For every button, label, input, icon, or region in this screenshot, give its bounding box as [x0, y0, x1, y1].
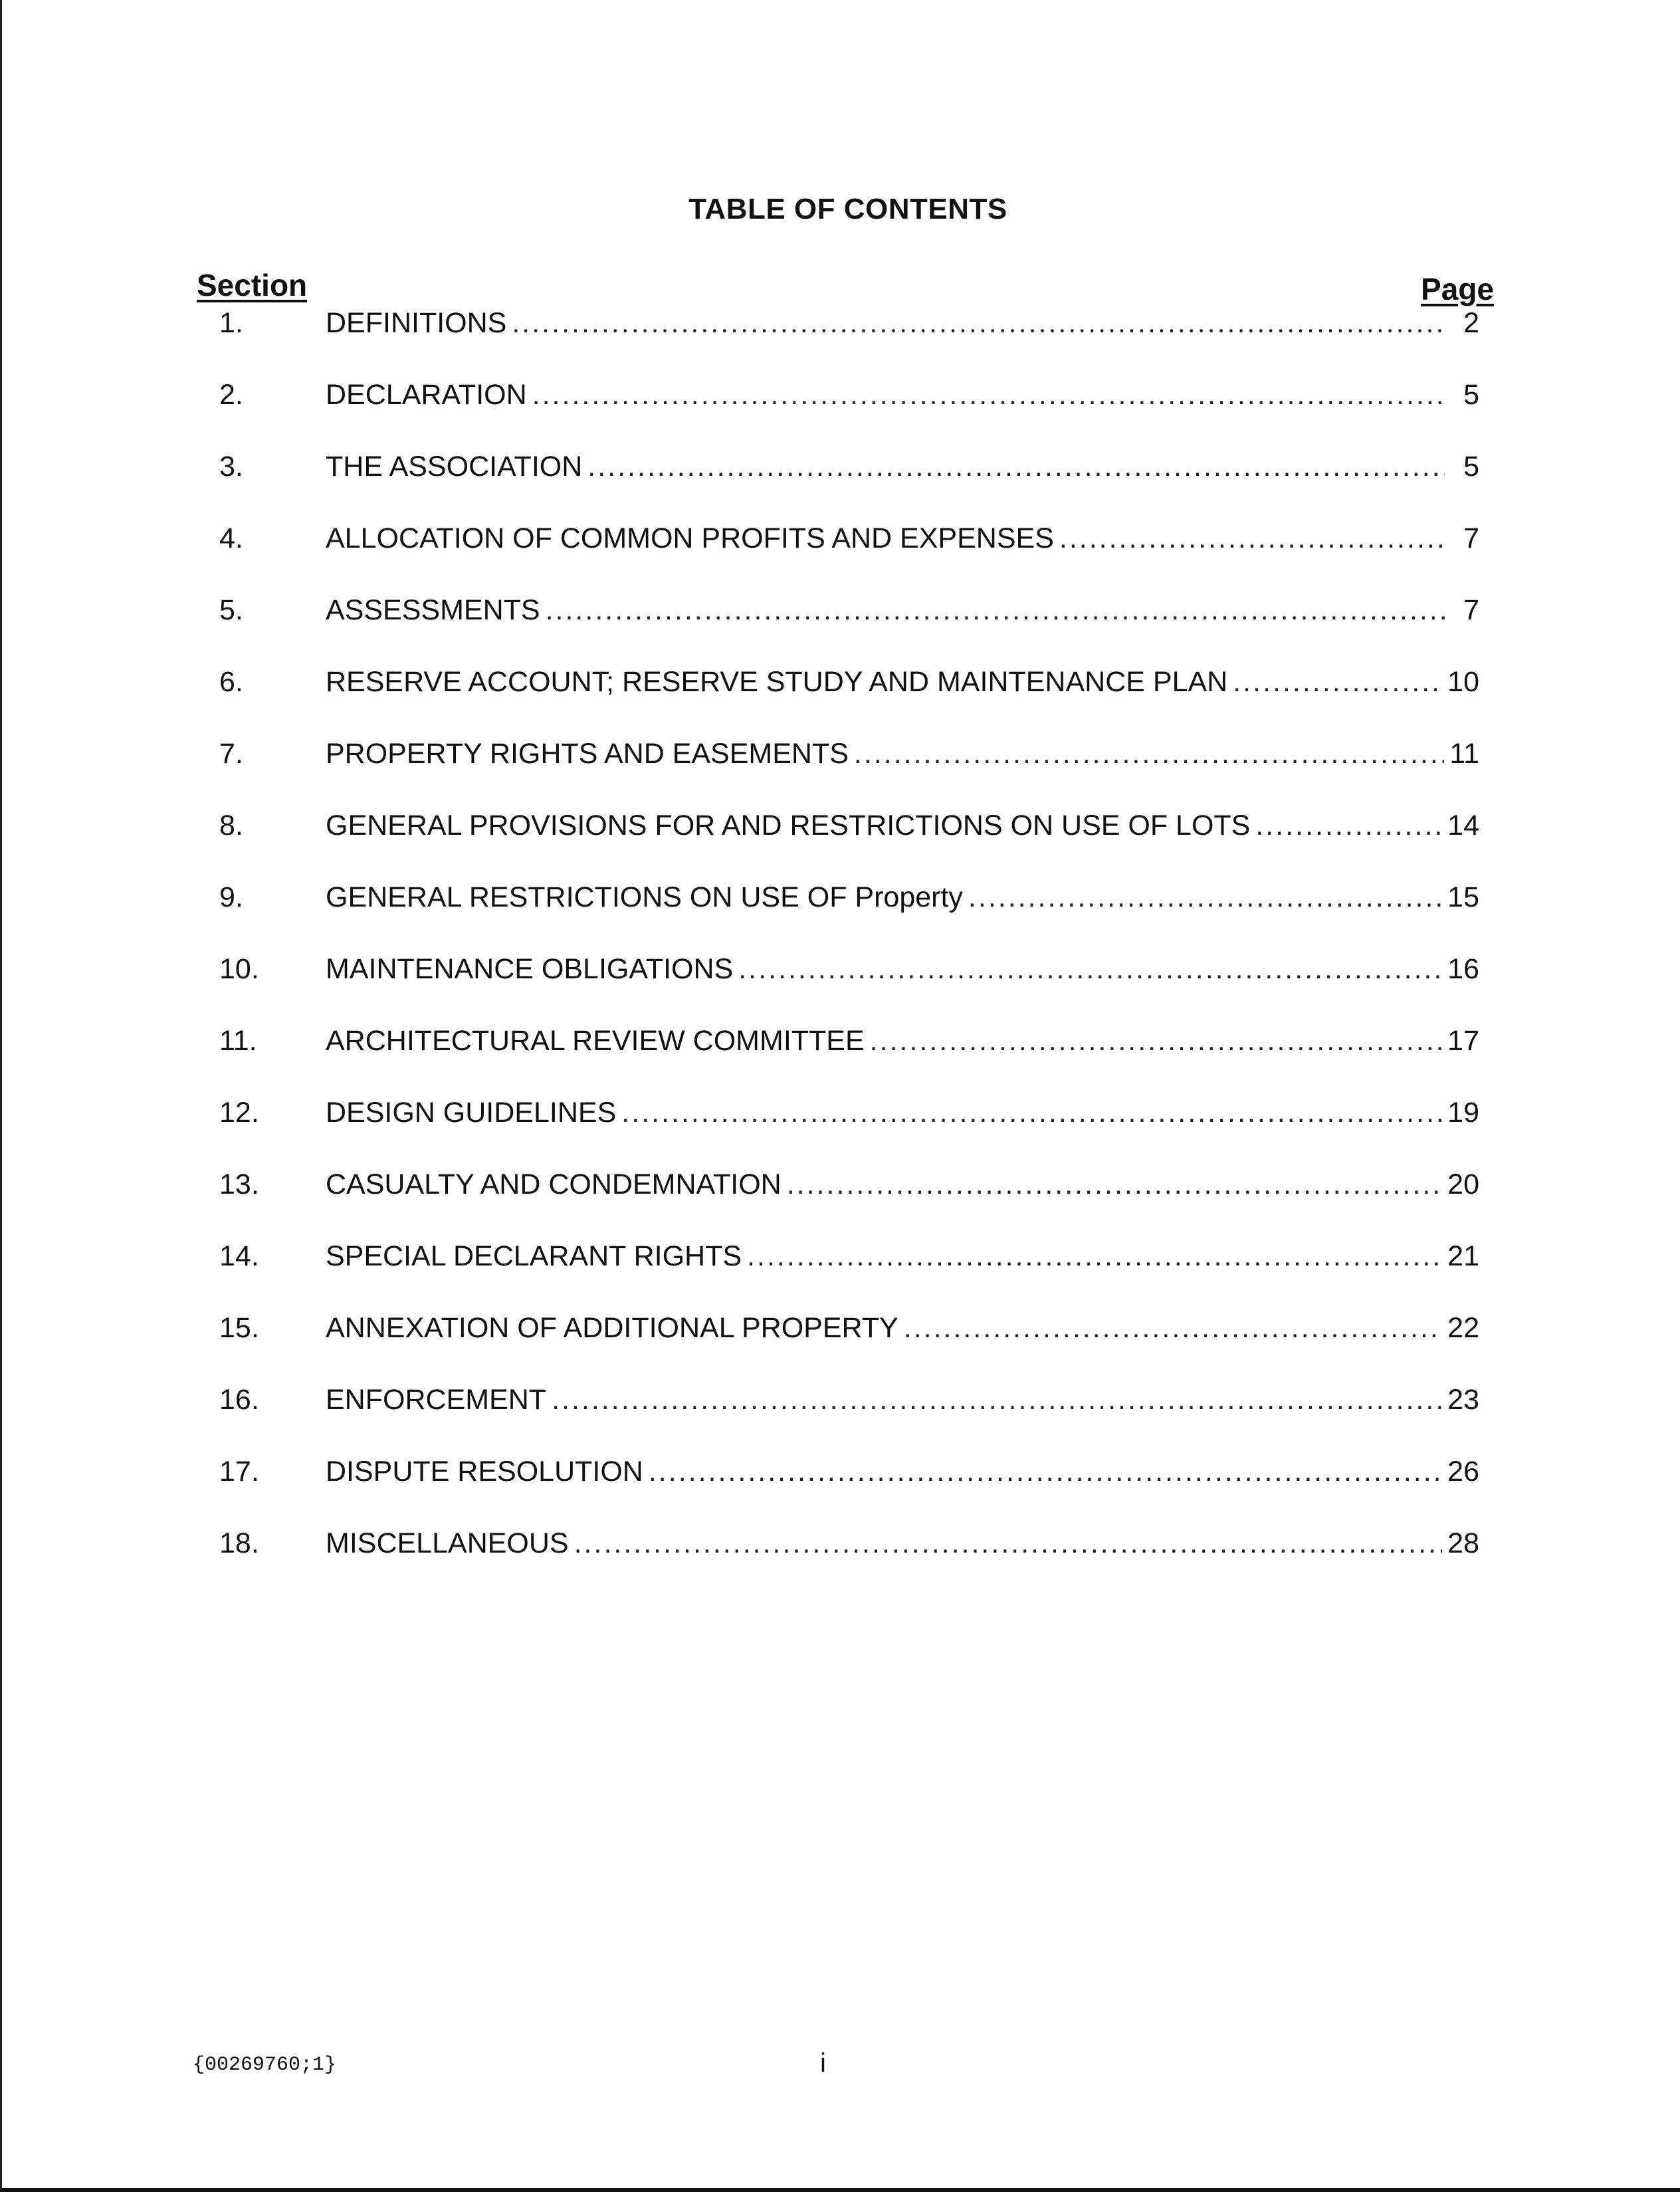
dot-leader — [968, 881, 1442, 914]
toc-entry-label: CASUALTY AND CONDEMNATION — [326, 1168, 782, 1200]
toc-entry-page: 19 — [1447, 1097, 1479, 1129]
toc-entry-number: 14. — [219, 1240, 259, 1272]
toc-entry-page: 21 — [1447, 1240, 1479, 1272]
toc-entry-label: DEFINITIONS — [326, 307, 507, 339]
toc-entry-label: MAINTENANCE OBLIGATIONS — [326, 953, 734, 985]
toc-entry-number: 9. — [219, 881, 243, 913]
dot-leader — [574, 1527, 1443, 1560]
toc-entry-label: PROPERTY RIGHTS AND EASEMENTS — [326, 738, 849, 770]
toc-entry-number: 17. — [219, 1456, 259, 1487]
dot-leader — [904, 1312, 1442, 1345]
toc-entry[interactable] — [219, 810, 1479, 849]
toc-entry-page: 10 — [1447, 666, 1479, 698]
toc-entry-number: 7. — [219, 738, 243, 770]
dot-leader — [552, 1384, 1442, 1416]
toc-entry-number: 6. — [219, 666, 243, 698]
toc-entry[interactable] — [219, 379, 1479, 419]
toc-entry-label: ANNEXATION OF ADDITIONAL PROPERTY — [326, 1312, 898, 1344]
document-id: {00269760;1} — [193, 2054, 337, 2076]
toc-entry[interactable] — [219, 738, 1479, 778]
toc-entry-page: 5 — [1463, 451, 1479, 483]
toc-entry-number: 11. — [219, 1025, 257, 1057]
toc-entry[interactable] — [219, 953, 1479, 993]
toc-entry-label: THE ASSOCIATION — [326, 451, 583, 483]
dot-leader — [747, 1240, 1442, 1273]
toc-entry-number: 16. — [219, 1384, 259, 1416]
document-title: TABLE OF CONTENTS — [688, 193, 1007, 225]
dot-leader — [532, 379, 1445, 411]
dot-leader — [854, 738, 1444, 770]
dot-leader — [1233, 666, 1442, 699]
toc-entry-page: 14 — [1447, 810, 1479, 841]
toc-entry-number: 1. — [219, 307, 243, 339]
toc-entry-number: 18. — [219, 1527, 259, 1559]
page-number: i — [820, 2048, 826, 2078]
toc-entry[interactable] — [219, 594, 1479, 634]
toc-entry-label: ALLOCATION OF COMMON PROFITS AND EXPENSES — [326, 522, 1054, 554]
toc-entry[interactable] — [219, 522, 1479, 562]
toc-entry-page: 22 — [1447, 1312, 1479, 1344]
toc-entry[interactable] — [219, 1456, 1479, 1495]
dot-leader — [787, 1168, 1442, 1201]
toc-entry[interactable] — [219, 1384, 1479, 1424]
toc-entry[interactable] — [219, 881, 1479, 921]
toc-entry-page: 17 — [1447, 1025, 1479, 1057]
toc-entry-number: 2. — [219, 379, 243, 411]
section-column-header: Section — [197, 268, 308, 302]
toc-entry-page: 20 — [1447, 1168, 1479, 1200]
toc-entry[interactable] — [219, 1240, 1479, 1280]
dot-leader — [649, 1456, 1442, 1488]
toc-entry-label: GENERAL RESTRICTIONS ON USE OF Property — [326, 881, 963, 913]
toc-entry-page: 7 — [1463, 522, 1479, 554]
page-column-header: Page — [1421, 272, 1494, 306]
toc-entry-page: 2 — [1463, 307, 1479, 339]
toc-entry-label: RESERVE ACCOUNT; RESERVE STUDY AND MAINTENANCE PLAN — [326, 666, 1228, 698]
dot-leader — [870, 1025, 1442, 1057]
dot-leader — [738, 953, 1442, 986]
toc-entry-number: 10. — [219, 953, 259, 985]
toc-entry-label: ENFORCEMENT — [326, 1384, 547, 1416]
dot-leader — [587, 451, 1445, 483]
toc-entry-page: 15 — [1447, 881, 1479, 913]
toc-entry[interactable] — [219, 1097, 1479, 1137]
toc-entry-number: 5. — [219, 594, 243, 626]
toc-entry-number: 4. — [219, 522, 243, 554]
toc-entry-label: DISPUTE RESOLUTION — [326, 1456, 643, 1487]
toc-entry-label: MISCELLANEOUS — [326, 1527, 569, 1559]
toc-entry-label: DESIGN GUIDELINES — [326, 1097, 617, 1129]
toc-entry-number: 15. — [219, 1312, 259, 1344]
toc-entry[interactable] — [219, 1168, 1479, 1208]
toc-entry-page: 28 — [1447, 1527, 1479, 1559]
toc-entry-label: SPECIAL DECLARANT RIGHTS — [326, 1240, 742, 1272]
toc-entry-number: 3. — [219, 451, 243, 483]
toc-entry-page: 7 — [1463, 594, 1479, 626]
dot-leader — [546, 594, 1445, 627]
toc-entry[interactable] — [219, 307, 1479, 347]
toc-entry[interactable] — [219, 1527, 1479, 1567]
page-left-edge — [0, 0, 2, 2192]
dot-leader — [1059, 522, 1445, 555]
dot-leader — [512, 307, 1445, 340]
toc-entry[interactable] — [219, 666, 1479, 706]
toc-entry[interactable] — [219, 1025, 1479, 1065]
toc-entry-label: ARCHITECTURAL REVIEW COMMITTEE — [326, 1025, 865, 1057]
toc-entry[interactable] — [219, 1312, 1479, 1352]
toc-entry-page: 16 — [1447, 953, 1479, 985]
toc-entry[interactable] — [219, 451, 1479, 491]
toc-entry-number: 12. — [219, 1097, 259, 1129]
toc-entry-number: 8. — [219, 810, 243, 841]
toc-entry-page: 26 — [1447, 1456, 1479, 1487]
toc-entry-number: 13. — [219, 1168, 259, 1200]
toc-entry-label: DECLARATION — [326, 379, 527, 411]
toc-entry-page: 11 — [1449, 738, 1479, 770]
page-bottom-edge — [0, 2188, 1680, 2192]
toc-entry-label: ASSESSMENTS — [326, 594, 540, 626]
toc-entry-page: 5 — [1463, 379, 1479, 411]
toc-entry-label: GENERAL PROVISIONS FOR AND RESTRICTIONS ON USE OF LOTS — [326, 810, 1251, 841]
dot-leader — [1255, 810, 1442, 842]
dot-leader — [621, 1097, 1442, 1129]
toc-entry-page: 23 — [1447, 1384, 1479, 1416]
